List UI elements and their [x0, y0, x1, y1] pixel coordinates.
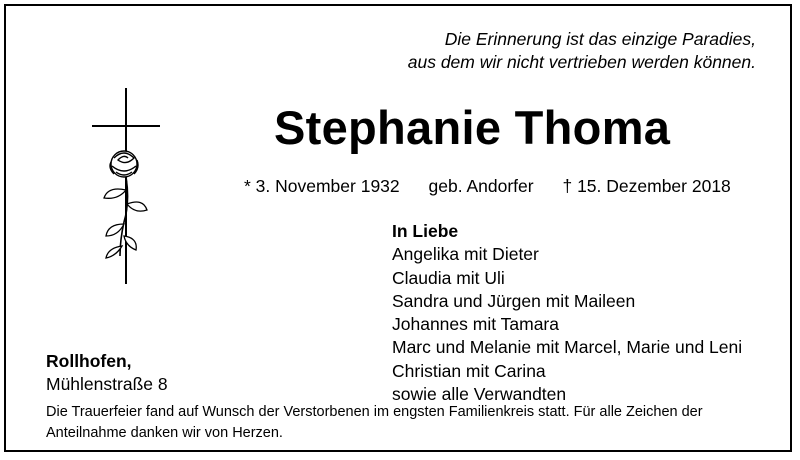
mourners-list — [392, 220, 742, 406]
obituary-notice — [4, 4, 792, 452]
cross-with-rose-icon — [86, 86, 166, 286]
mourners-heading: In Liebe — [392, 221, 459, 241]
mourner-item: Claudia mit Uli — [392, 267, 505, 288]
epitaph-quote — [408, 28, 756, 74]
death-date: † 15. Dezember 2018 — [562, 176, 731, 196]
life-dates — [244, 176, 731, 197]
mourner-item: Johannes mit Tamara — [392, 314, 559, 335]
address-street: Mühlenstraße 8 — [46, 374, 168, 395]
mourner-item: Angelika mit Dieter — [392, 244, 539, 265]
mourner-item: Marc und Melanie mit Marcel, Marie und Leni — [392, 337, 743, 358]
quote-line-2: aus dem wir nicht vertrieben werden können. — [407, 52, 756, 72]
birth-date: * 3. November 1932 — [244, 176, 400, 196]
deceased-name: Stephanie Thoma — [274, 101, 671, 154]
footer-note: Die Trauerfeier fand auf Wunsch der Verstorbenen im engsten Familienkreis statt. Für alle Zeichen der Anteilnahme danken wir von Herzen. — [46, 404, 703, 441]
mourner-item: sowie alle Verwandten — [392, 384, 567, 405]
mourner-item: Sandra und Jürgen mit Maileen — [392, 290, 636, 311]
maiden-name: geb. Andorfer — [428, 176, 534, 196]
mourner-item: Christian mit Carina — [392, 360, 546, 381]
quote-line-1: Die Erinnerung ist das einzige Paradies, — [444, 29, 756, 49]
address-city: Rollhofen, — [46, 351, 132, 371]
address-block — [46, 350, 168, 397]
